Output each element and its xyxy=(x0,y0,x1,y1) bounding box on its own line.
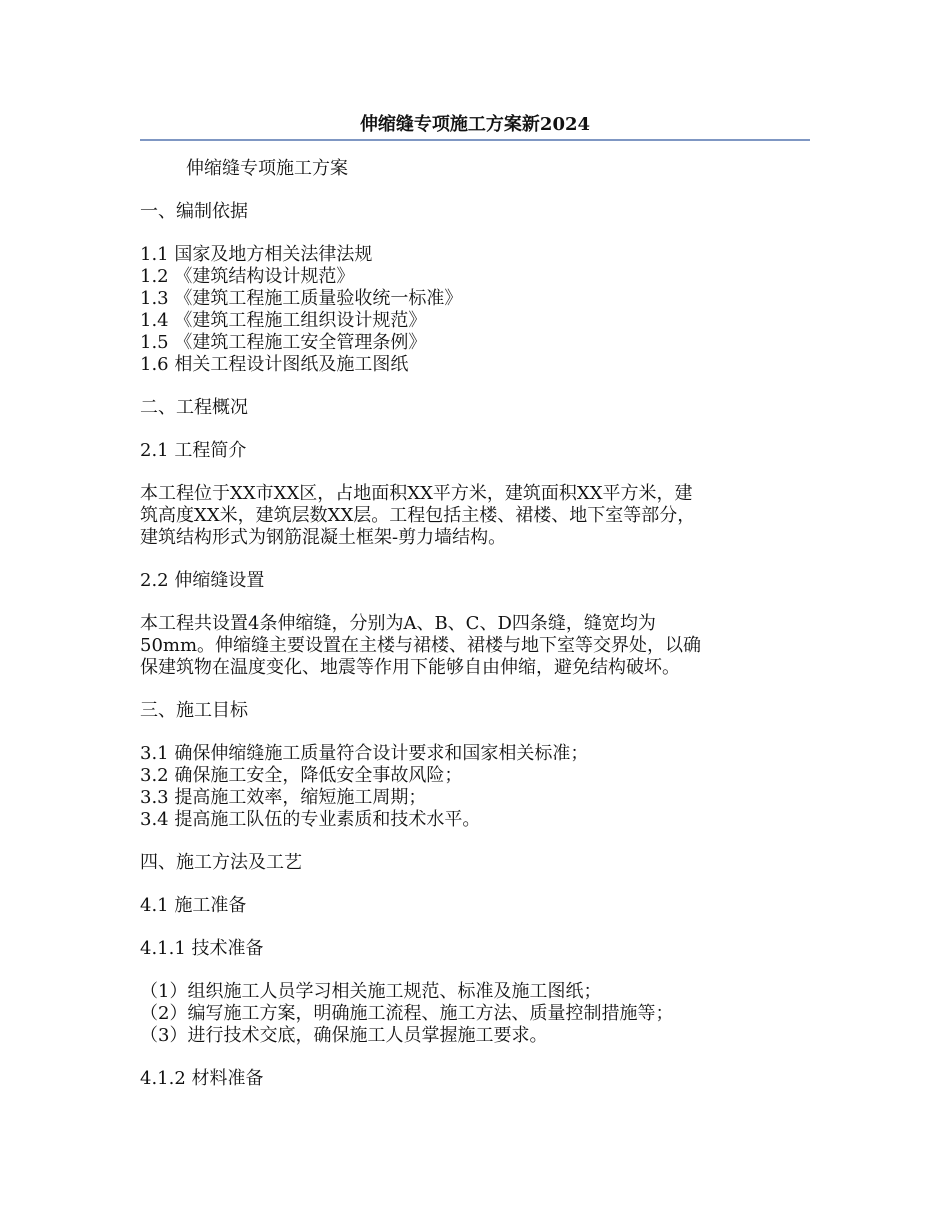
list-item: 1.3 《建筑工程施工质量验收统一标准》 xyxy=(140,288,463,309)
list-item: （1）组织施工人员学习相关施工规范、标准及施工图纸； xyxy=(140,981,602,1002)
list-item: 1.1 国家及地方相关法律法规 xyxy=(140,244,373,265)
section-heading-2: 二、工程概况 xyxy=(140,397,248,418)
joint-setting-paragraph xyxy=(140,613,820,679)
list-item: 3.1 确保伸缩缝施工质量符合设计要求和国家相关标准； xyxy=(140,743,589,764)
section-heading-3: 三、施工目标 xyxy=(140,700,248,721)
paragraph-line: 筑高度XX米，建筑层数XX层。工程包括主楼、裙楼、地下室等部分， xyxy=(140,505,696,526)
paragraph-line: 保建筑物在温度变化、地震等作用下能够自由伸缩，避免结构破坏。 xyxy=(140,657,680,678)
subheading-4-1-2: 4.1.2 材料准备 xyxy=(140,1068,264,1089)
list-item: 3.2 确保施工安全，降低安全事故风险； xyxy=(140,765,463,786)
section-heading-4: 四、施工方法及工艺 xyxy=(140,852,302,873)
document-title: 伸缩缝专项施工方案 xyxy=(186,158,348,179)
paragraph-line: 建筑结构形式为钢筋混凝土框架-剪力墙结构。 xyxy=(140,527,507,548)
list-item: （3）进行技术交底，确保施工人员掌握施工要求。 xyxy=(140,1025,548,1046)
subheading-4-1: 4.1 施工准备 xyxy=(140,895,247,916)
subheading-2-2: 2.2 伸缩缝设置 xyxy=(140,570,265,591)
paragraph-line: 本工程位于XX市XX区，占地面积XX平方米，建筑面积XX平方米，建 xyxy=(140,483,693,504)
list-item: 1.6 相关工程设计图纸及施工图纸 xyxy=(140,354,409,375)
list-item: 1.5 《建筑工程施工安全管理条例》 xyxy=(140,332,427,353)
paragraph-line: 50mm。伸缩缝主要设置在主楼与裙楼、裙楼与地下室等交界处，以确 xyxy=(140,635,702,656)
list-item: （2）编写施工方案，明确施工流程、施工方法、质量控制措施等； xyxy=(140,1003,674,1024)
section-heading-1: 一、编制依据 xyxy=(140,201,248,222)
basis-list xyxy=(140,244,820,376)
tech-prep-list xyxy=(140,981,820,1047)
paragraph-line: 本工程共设置4条伸缩缝，分别为A、B、C、D四条缝，缝宽均为 xyxy=(140,613,656,634)
list-item: 1.2 《建筑结构设计规范》 xyxy=(140,266,355,287)
list-item: 1.4 《建筑工程施工组织设计规范》 xyxy=(140,310,427,331)
list-item: 3.4 提高施工队伍的专业素质和技术水平。 xyxy=(140,809,481,830)
list-item: 3.3 提高施工效率，缩短施工周期； xyxy=(140,787,427,808)
subheading-2-1: 2.1 工程简介 xyxy=(140,440,247,461)
goals-list xyxy=(140,743,820,831)
project-intro-paragraph xyxy=(140,483,820,549)
subheading-4-1-1: 4.1.1 技术准备 xyxy=(140,938,264,959)
document-body xyxy=(140,158,820,1111)
header-divider xyxy=(140,139,810,141)
page-header-title: 伸缩缝专项施工方案新2024 xyxy=(359,114,591,135)
